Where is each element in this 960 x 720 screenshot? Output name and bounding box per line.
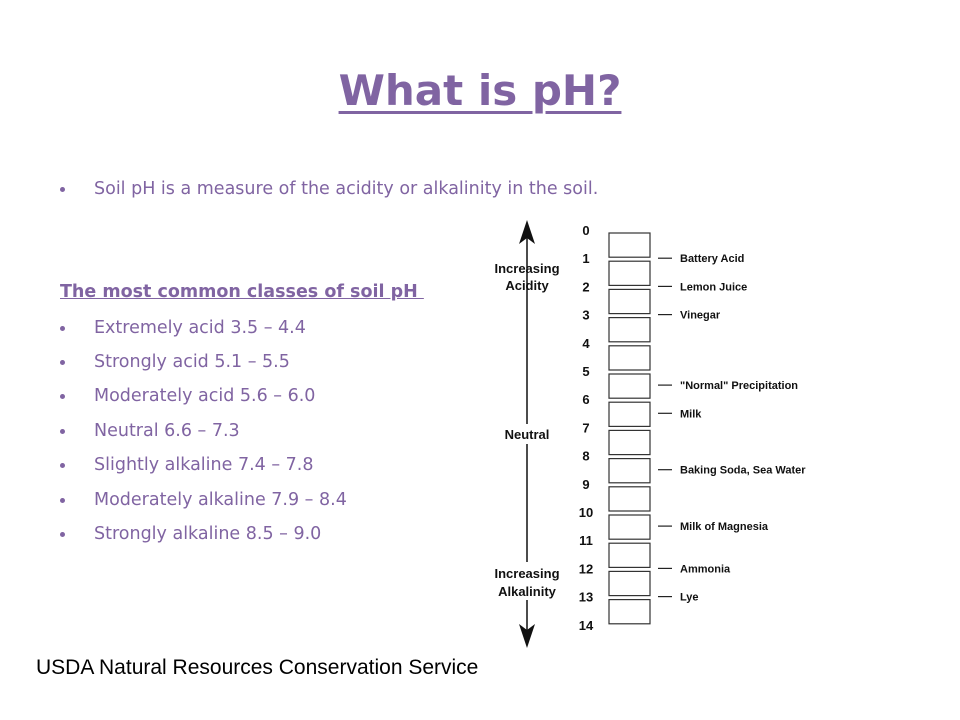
class-text: Moderately acid 5.6 – 6.0: [94, 386, 316, 406]
neutral-label: Neutral: [504, 427, 550, 442]
ph-scale-box: [609, 289, 650, 313]
ph-number: 13: [578, 589, 594, 605]
ph-number: 8: [582, 448, 590, 464]
class-text: Moderately alkaline 7.9 – 8.4: [94, 490, 347, 510]
example-label: Milk of Magnesia: [680, 521, 769, 534]
ph-number: 1: [582, 251, 590, 267]
class-text: Slightly alkaline 7.4 – 7.8: [94, 455, 314, 475]
ph-number: 2: [582, 279, 590, 295]
acidity-label-line2: Acidity: [505, 278, 549, 293]
source-credit: USDA Natural Resources Conservation Service: [36, 656, 479, 679]
ph-scale-box: [609, 600, 650, 624]
ph-number: 3: [582, 307, 590, 323]
example-label: Lye: [680, 591, 699, 604]
ph-number: 12: [578, 561, 594, 577]
ph-scale-box: [609, 571, 650, 595]
ph-scale-box: [609, 374, 650, 398]
ph-scale-box: [609, 515, 650, 539]
example-label: "Normal" Precipitation: [680, 380, 799, 393]
intro-text: Soil pH is a measure of the acidity or alkalinity in the soil.: [94, 179, 599, 199]
ph-scale-box: [609, 402, 650, 426]
class-text: Extremely acid 3.5 – 4.4: [94, 318, 306, 338]
example-label: Vinegar: [680, 309, 721, 322]
ph-number: 6: [582, 392, 590, 408]
ph-number: 5: [582, 364, 590, 379]
ph-scale-box: [609, 543, 650, 567]
ph-scale-box: [609, 233, 650, 257]
acidity-label-line1: Increasing: [494, 261, 560, 276]
class-text: Strongly alkaline 8.5 – 9.0: [94, 524, 322, 544]
classes-heading: The most common classes of soil pH: [60, 282, 424, 302]
ph-scale-box: [609, 430, 650, 454]
example-label: Milk: [680, 408, 702, 421]
ph-scale-box: [609, 318, 650, 342]
example-label: Lemon Juice: [680, 281, 748, 294]
ph-number: 10: [578, 505, 594, 520]
ph-number: 7: [582, 420, 590, 436]
ph-number: 11: [579, 533, 593, 549]
alkalinity-label-line2: Alkalinity: [498, 584, 556, 599]
example-label: Battery Acid: [680, 253, 745, 266]
example-label: Baking Soda, Sea Water: [680, 464, 806, 477]
class-text: Strongly acid 5.1 – 5.5: [94, 352, 290, 372]
ph-number: 14: [578, 617, 594, 633]
ph-number: 4: [582, 335, 590, 351]
example-label: Ammonia: [680, 563, 731, 576]
alkalinity-label-line1: Increasing: [494, 566, 560, 581]
ph-number: 9: [582, 476, 590, 492]
ph-scale-box: [609, 346, 650, 370]
ph-scale-box: [609, 261, 650, 285]
slide-title: What is pH?: [338, 66, 622, 115]
ph-number: 0: [582, 223, 590, 238]
ph-scale-box: [609, 459, 650, 483]
class-text: Neutral 6.6 – 7.3: [94, 421, 240, 441]
ph-scale-box: [609, 487, 650, 511]
